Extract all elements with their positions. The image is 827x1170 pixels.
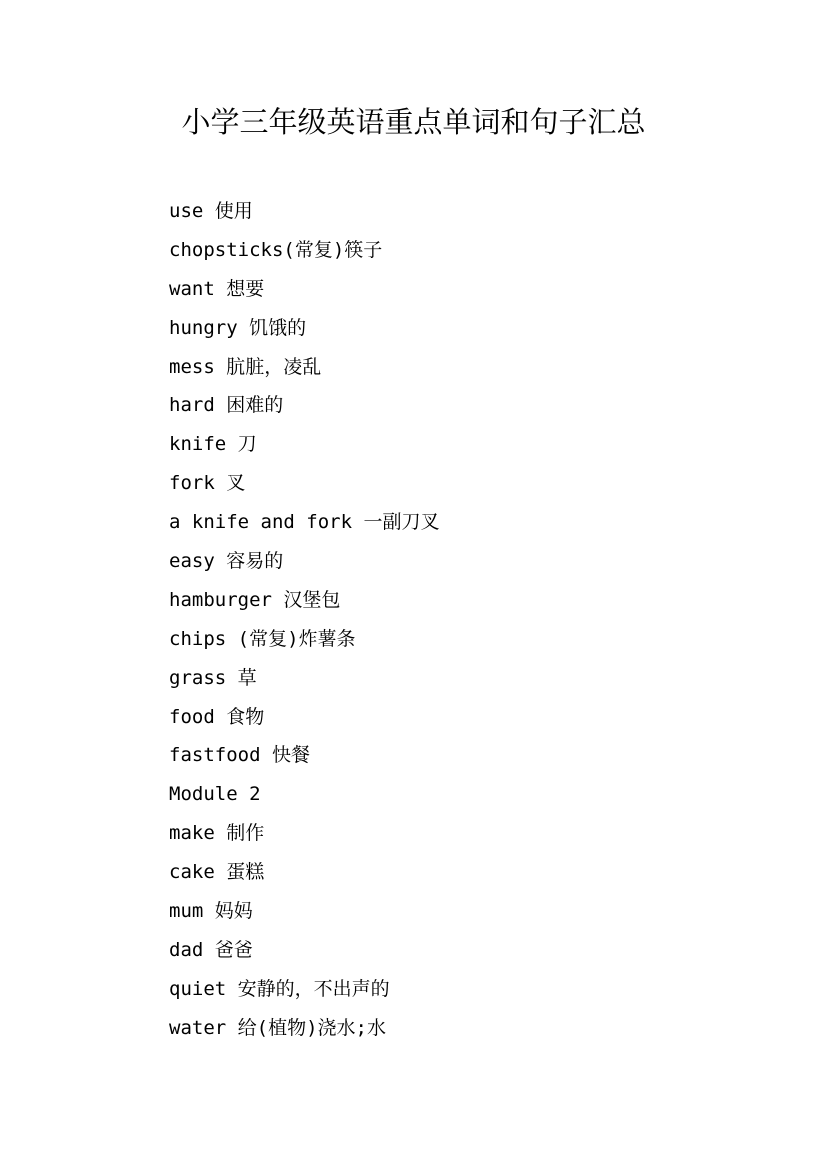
vocab-entry-make: make 制作	[169, 822, 265, 845]
vocab-entry-hungry: hungry 饥饿的	[169, 316, 307, 339]
vocab-entry-fastfood: fastfood 快餐	[169, 744, 310, 767]
vocab-entry-mum: mum 妈妈	[169, 900, 253, 923]
vocab-entry-hard: hard 困难的	[169, 394, 284, 417]
module-heading: Module 2	[169, 783, 261, 806]
vocab-entry-chips: chips (常复)炸薯条	[169, 627, 356, 650]
vocab-entry-food: food 食物	[169, 705, 265, 728]
vocab-entry-cake: cake 蛋糕	[169, 861, 265, 884]
vocab-entry-want: want 想要	[169, 277, 265, 300]
vocab-entry-chopsticks: chopsticks(常复)筷子	[169, 238, 383, 261]
vocab-entry-hamburger: hamburger 汉堡包	[169, 588, 341, 611]
vocab-entry-dad: dad 爸爸	[169, 938, 253, 961]
vocab-entry-easy: easy 容易的	[169, 550, 284, 573]
vocab-entry-mess: mess 肮脏，凌乱	[169, 355, 322, 378]
vocab-entry-quiet: quiet 安静的，不出声的	[169, 977, 390, 1000]
vocabulary-list	[169, 192, 769, 1048]
vocab-entry-knife: knife 刀	[169, 433, 257, 456]
vocab-entry-grass: grass 草	[169, 666, 257, 689]
vocab-entry-fork: fork 叉	[169, 472, 246, 495]
vocab-entry-knife-and-fork: a knife and fork 一副刀叉	[169, 511, 440, 534]
vocab-entry-water: water 给(植物)浇水;水	[169, 1016, 386, 1039]
document-title: 小学三年级英语重点单词和句子汇总	[181, 105, 646, 139]
vocab-entry-use: use 使用	[169, 200, 253, 222]
